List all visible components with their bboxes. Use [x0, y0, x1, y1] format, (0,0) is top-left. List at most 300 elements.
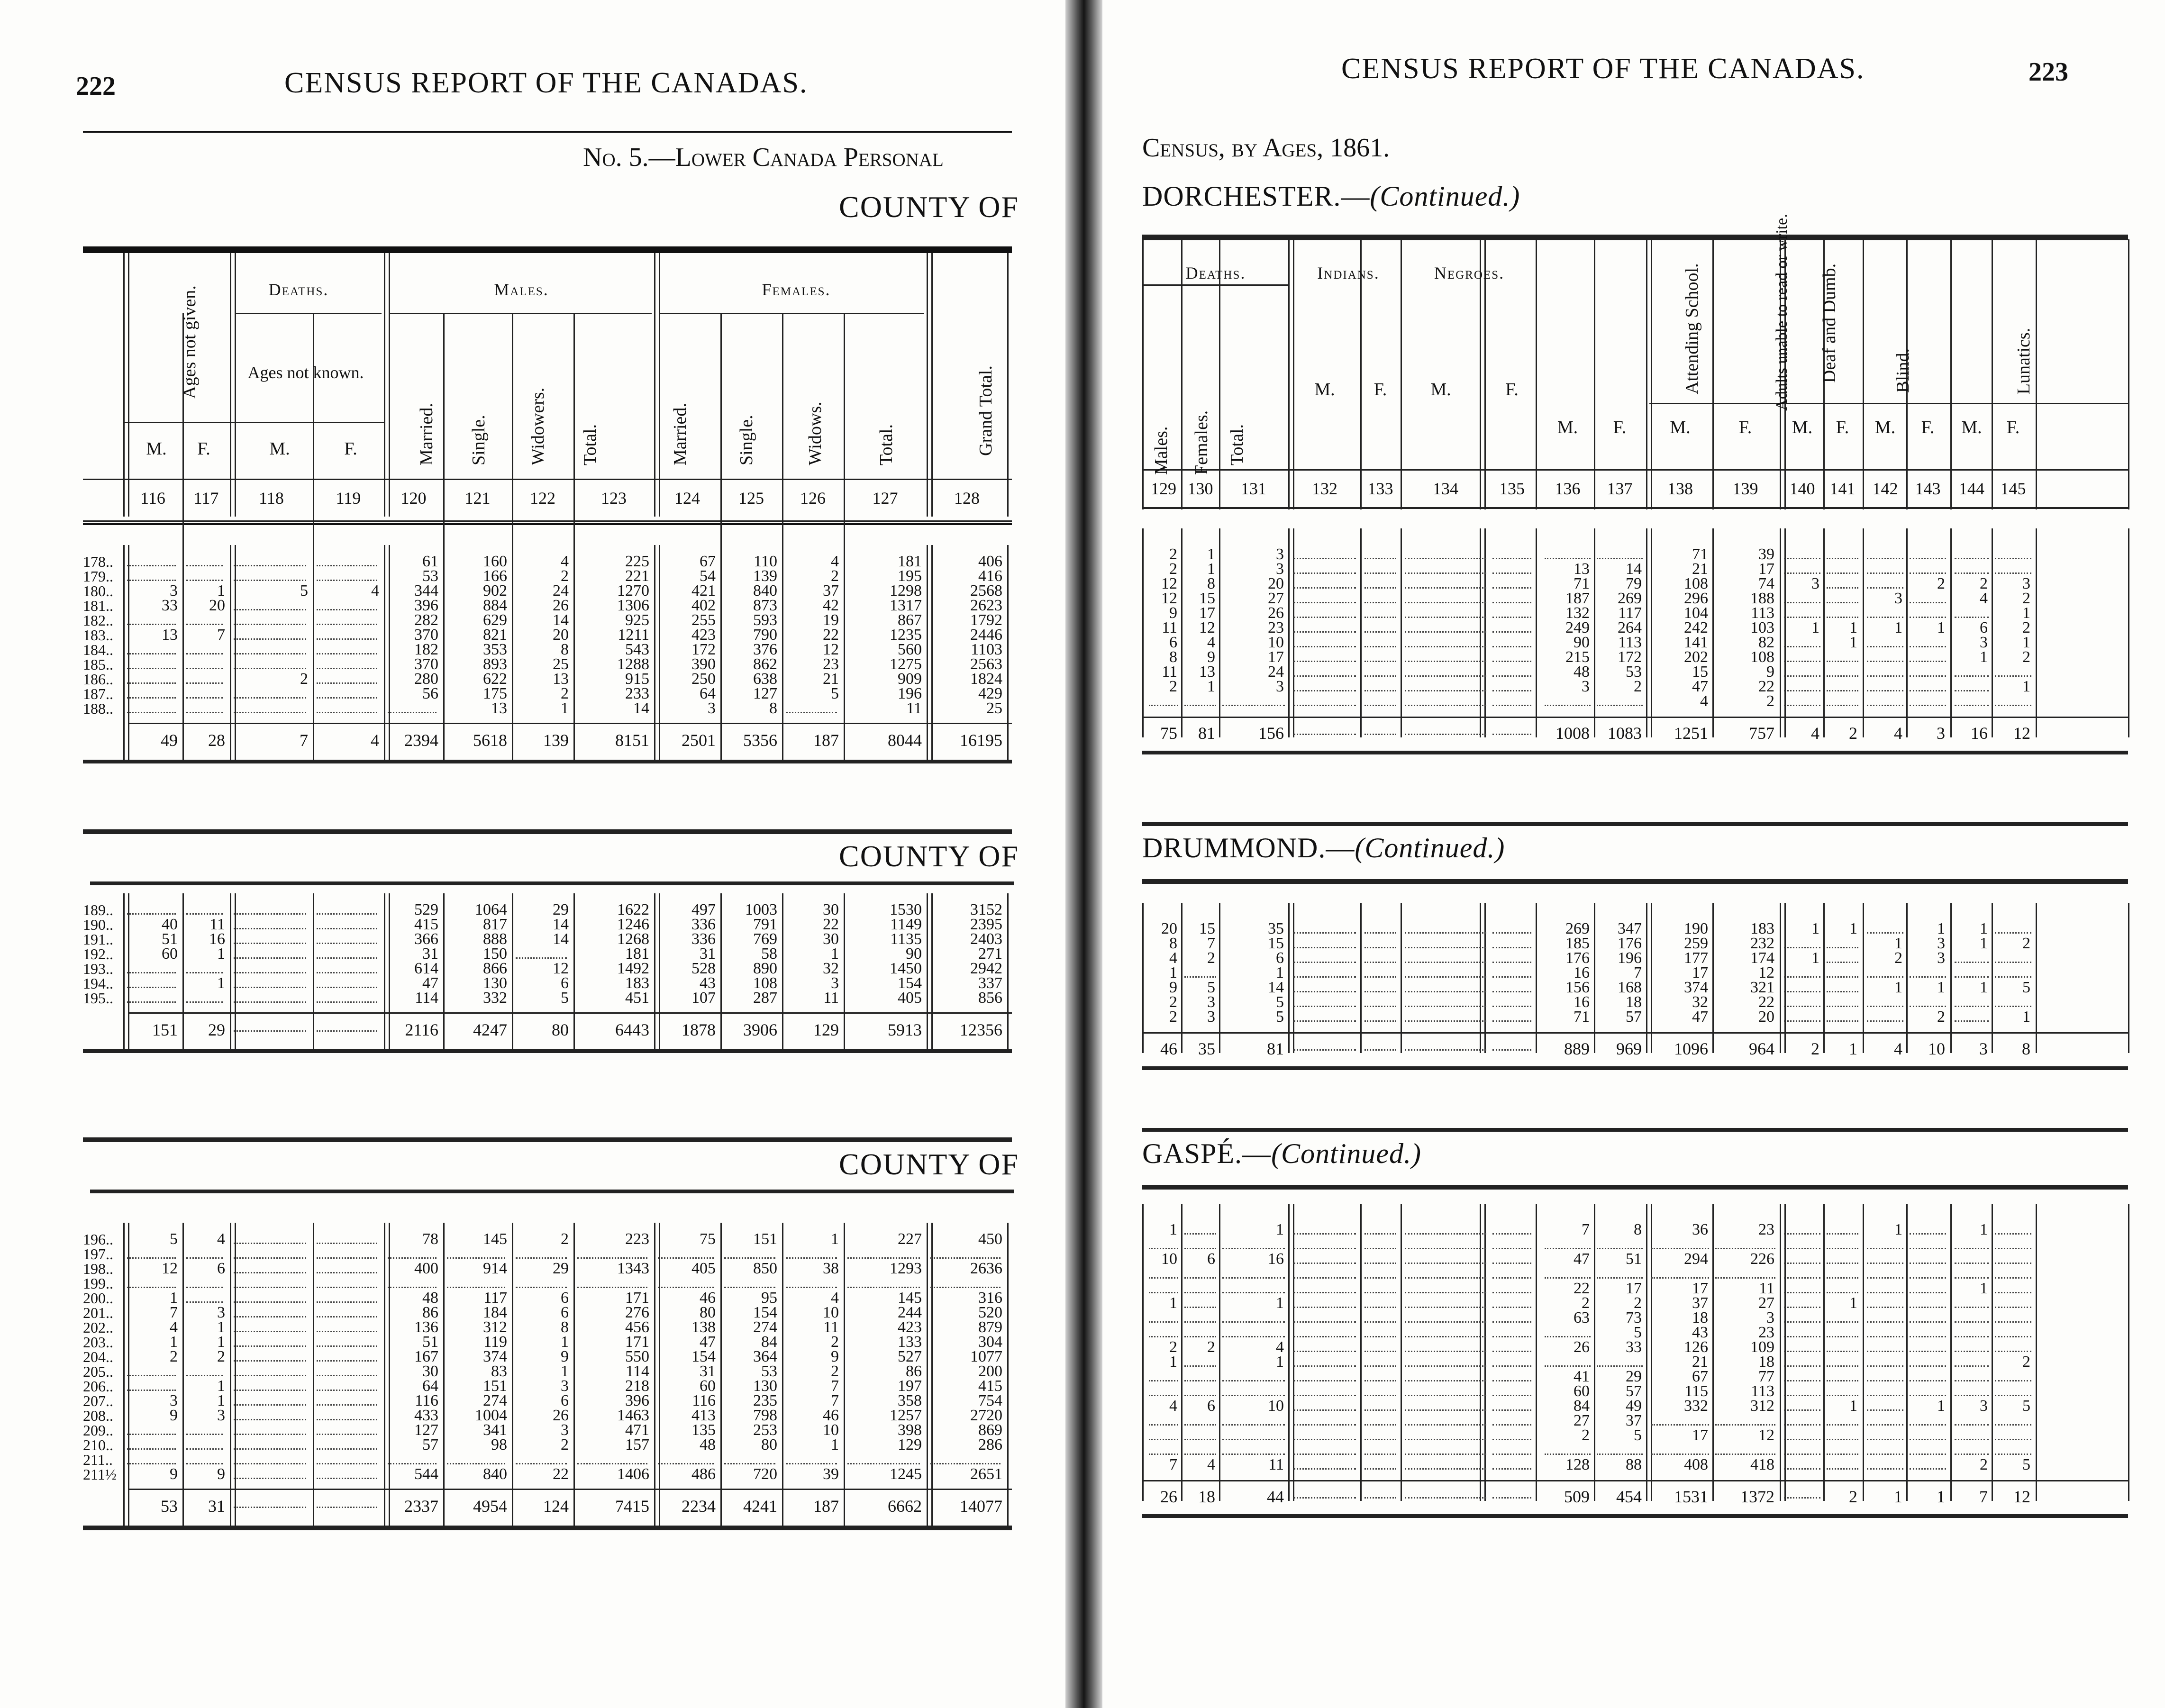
table-row: [83, 672, 1012, 687]
dot-leader: [447, 1287, 505, 1288]
total-cell: 16195: [960, 731, 1002, 750]
total-cell: 2116: [405, 1020, 438, 1039]
table-cell: 769: [753, 930, 777, 948]
table-cell: 151: [483, 1377, 507, 1395]
dot-leader: [1910, 602, 1946, 603]
table-cell: 233: [625, 685, 649, 702]
dot-leader: [1405, 947, 1486, 948]
table-cell: 9: [1169, 604, 1177, 622]
dot-leader: [317, 928, 377, 929]
dot-leader: [388, 1287, 437, 1288]
table-cell: 13: [162, 626, 178, 644]
deaths-f-label: F.: [344, 439, 357, 459]
dot-leader: [1293, 1424, 1356, 1426]
dot-leader: [1867, 675, 1903, 677]
table-cell: 127: [414, 1421, 438, 1439]
table-cell: 8: [1207, 575, 1215, 592]
dot-leader: [234, 565, 306, 566]
dot-leader: [1715, 1248, 1775, 1249]
table-cell: 1: [561, 700, 569, 717]
dot-leader: [127, 580, 176, 581]
table-cell: 14: [1268, 979, 1284, 996]
dot-leader: [1405, 932, 1486, 934]
dot-leader: [1867, 558, 1903, 559]
table-cell: 79: [1626, 575, 1642, 592]
total-cell: 2394: [404, 731, 438, 750]
table-cell: 21: [823, 670, 839, 688]
table-cell: 128: [1565, 1456, 1590, 1473]
table-cell: 304: [978, 1333, 1002, 1351]
column-number: 124: [674, 489, 700, 508]
deaths-males-label: Males.: [1151, 426, 1171, 475]
dot-leader: [186, 1257, 223, 1259]
table-cell: 14: [553, 930, 569, 948]
table-cell: 27: [1758, 1294, 1774, 1312]
dot-leader: [234, 1030, 306, 1032]
totals-rule: [1142, 1032, 2128, 1034]
table-cell: 6: [1207, 1397, 1215, 1415]
dot-leader: [1492, 1351, 1531, 1352]
table-cell: 332: [1684, 1397, 1708, 1415]
dot-leader: [1827, 1321, 1858, 1323]
total-cell: 2: [1849, 1487, 1857, 1506]
total-cell: 889: [1564, 1039, 1590, 1058]
table-cell: 421: [691, 582, 716, 600]
table-cell: 2: [1169, 545, 1177, 563]
table-cell: 6: [1207, 1250, 1215, 1268]
dot-leader: [1867, 1307, 1903, 1308]
table-cell: 902: [483, 582, 507, 600]
table-cell: 29: [1626, 1368, 1642, 1385]
table-cell: 114: [415, 989, 438, 1007]
table-cell: 20: [1268, 575, 1284, 592]
dot-leader: [1405, 991, 1486, 992]
dot-leader: [1364, 1395, 1396, 1396]
table-cell: 22: [1758, 993, 1774, 1011]
dot-leader: [317, 1448, 377, 1450]
table-cell: 9: [831, 1348, 839, 1365]
table-cell: 184: [483, 1304, 507, 1321]
dot-leader: [1405, 675, 1486, 677]
dot-leader: [317, 1257, 377, 1259]
table-cell: 817: [483, 916, 507, 933]
table-cell: 497: [691, 901, 716, 918]
dot-leader: [1405, 1292, 1486, 1293]
dot-leader: [1405, 1336, 1486, 1337]
row-label: 196..: [83, 1231, 113, 1248]
table-cell: 188: [1750, 590, 1774, 607]
dot-leader: [724, 1287, 775, 1288]
table-cell: 629: [483, 611, 507, 629]
table-cell: 413: [691, 1407, 716, 1424]
table-cell: 18: [1626, 993, 1642, 1011]
dot-leader: [1184, 1233, 1216, 1235]
table-cell: 11: [1759, 1280, 1774, 1297]
dot-leader: [1910, 1468, 1946, 1470]
table-cell: 11: [1162, 619, 1177, 636]
section-rows: [1104, 922, 2165, 1025]
dot-leader: [1827, 1468, 1858, 1470]
dot-leader: [1910, 1321, 1946, 1323]
table-cell: 47: [700, 1333, 716, 1351]
table-cell: 1343: [617, 1260, 649, 1277]
right-page-number: 223: [2029, 57, 2068, 87]
dot-leader: [1184, 1424, 1216, 1426]
dot-leader: [1955, 1336, 1989, 1337]
row-label: 207..: [83, 1392, 113, 1409]
dot-leader: [317, 1390, 377, 1391]
dot-leader: [1364, 1321, 1396, 1323]
dot-leader: [1827, 587, 1858, 589]
dot-leader: [1149, 1424, 1178, 1426]
table-cell: 90: [1574, 634, 1590, 651]
table-cell: 2623: [970, 597, 1002, 614]
dot-leader: [1405, 705, 1486, 706]
table-cell: 396: [625, 1392, 649, 1409]
section-top-rule: [1142, 879, 2128, 884]
table-cell: 274: [753, 1318, 777, 1336]
table-cell: 20: [1758, 1008, 1774, 1026]
table-cell: 406: [978, 553, 1002, 570]
dot-leader: [1827, 705, 1858, 706]
header-column-rule: [1863, 239, 1864, 509]
dot-leader: [127, 682, 176, 684]
dot-leader: [786, 1257, 837, 1259]
table-cell: 11: [906, 700, 922, 717]
table-cell: 8: [769, 700, 777, 717]
table-cell: 30: [422, 1363, 438, 1380]
table-cell: 5: [1634, 1324, 1642, 1341]
dot-leader: [1995, 1006, 2031, 1007]
section-top-rule: [90, 1190, 1014, 1193]
dot-leader: [1827, 1454, 1858, 1455]
dot-leader: [186, 913, 223, 915]
dot-leader: [1492, 1049, 1531, 1051]
dot-leader: [1955, 1380, 1989, 1381]
table-cell: 223: [625, 1230, 649, 1248]
table-cell: 4: [561, 553, 569, 570]
dot-leader: [1910, 675, 1946, 677]
dot-leader: [1492, 991, 1531, 992]
dot-leader: [1827, 1365, 1858, 1367]
dot-leader: [1784, 1497, 1820, 1499]
table-cell: 282: [414, 611, 438, 629]
column-number: 119: [336, 489, 361, 508]
table-cell: 9: [1207, 648, 1215, 666]
column-number: 122: [530, 489, 555, 508]
header-top-rule: [1142, 235, 2128, 240]
table-cell: 8: [1169, 648, 1177, 666]
total-cell: 7: [1979, 1487, 1988, 1506]
dot-leader: [127, 1001, 176, 1003]
dot-leader: [1364, 1468, 1396, 1470]
row-label: 197..: [83, 1245, 113, 1263]
dot-leader: [234, 1478, 306, 1479]
dot-leader: [1492, 1006, 1531, 1007]
table-cell: 370: [414, 626, 438, 644]
table-cell: 486: [691, 1465, 716, 1483]
table-cell: 4: [1169, 949, 1177, 967]
dot-leader: [1293, 947, 1356, 948]
dot-leader: [1995, 705, 2031, 706]
dot-leader: [127, 668, 176, 669]
table-cell: 316: [978, 1289, 1002, 1307]
dot-leader: [1184, 1321, 1216, 1323]
m-label: M.: [1430, 380, 1451, 400]
dot-leader: [1149, 1439, 1178, 1440]
dot-leader: [1184, 1307, 1216, 1308]
dot-leader: [317, 1316, 377, 1317]
table-cell: 358: [898, 1392, 922, 1409]
table-cell: 31: [422, 945, 438, 963]
dot-leader: [1867, 1292, 1903, 1293]
section-continued: (Continued.): [1370, 181, 1520, 212]
table-cell: 232: [1750, 935, 1774, 952]
header-bottom-rule: [83, 520, 1012, 522]
table-cell: 12: [553, 960, 569, 977]
table-cell: 26: [553, 1407, 569, 1424]
dot-leader: [1222, 1336, 1285, 1337]
table-cell: 6: [561, 1289, 569, 1307]
total-cell: 2: [1811, 1039, 1819, 1058]
table-cell: 1: [1276, 1221, 1284, 1238]
table-cell: 21: [1692, 560, 1708, 578]
row-label: 201..: [83, 1304, 113, 1321]
dot-leader: [1405, 1409, 1486, 1411]
total-cell: 1372: [1740, 1487, 1774, 1506]
table-row: [83, 1232, 1012, 1247]
table-cell: 3: [1276, 678, 1284, 695]
dot-leader: [234, 1243, 306, 1244]
dot-leader: [1597, 1454, 1643, 1455]
table-cell: 12: [1758, 964, 1774, 981]
table-row: [1104, 1340, 2165, 1355]
deaths-group-label: Deaths.: [1185, 263, 1246, 282]
mf-subrule: [123, 422, 384, 423]
table-cell: 3: [217, 1304, 225, 1321]
table-cell: 3: [561, 1421, 569, 1439]
table-cell: 13: [1574, 560, 1590, 578]
table-cell: 119: [483, 1333, 507, 1351]
left-running-head: CENSUS REPORT OF THE CANADAS.: [284, 67, 808, 99]
table-cell: 47: [1574, 1250, 1590, 1268]
dot-leader: [1405, 1395, 1486, 1396]
dot-leader: [1293, 646, 1356, 647]
table-cell: 915: [625, 670, 649, 688]
header-column-rule: [2128, 239, 2129, 509]
table-cell: 1004: [475, 1407, 507, 1424]
table-cell: 130: [753, 1377, 777, 1395]
header-column-rule: [1646, 239, 1647, 509]
table-cell: 11: [209, 916, 225, 933]
dot-leader: [1293, 1233, 1356, 1235]
dot-leader: [1784, 1307, 1820, 1308]
dot-leader: [1995, 675, 2031, 677]
dot-leader: [234, 668, 306, 669]
dot-leader: [1293, 631, 1356, 633]
table-cell: 39: [823, 1465, 839, 1483]
table-cell: 7: [217, 626, 225, 644]
dot-leader: [1492, 1233, 1531, 1235]
table-cell: 344: [414, 582, 438, 600]
dot-leader: [1867, 1424, 1903, 1426]
row-label: 182..: [83, 612, 113, 629]
dot-leader: [1293, 1006, 1356, 1007]
table-cell: 396: [414, 597, 438, 614]
dot-leader: [317, 1434, 377, 1435]
dot-leader: [127, 1390, 176, 1391]
dot-leader: [1149, 1454, 1178, 1455]
table-cell: 115: [1684, 1382, 1708, 1400]
dot-leader: [1784, 705, 1820, 706]
table-cell: 6: [1980, 619, 1988, 636]
dot-leader: [1784, 675, 1820, 677]
header-rule: [83, 131, 1012, 133]
table-cell: 5: [1207, 979, 1215, 996]
table-cell: 84: [761, 1333, 777, 1351]
header-column-rule: [443, 313, 445, 576]
table-cell: 71: [1692, 545, 1708, 563]
table-cell: 26: [553, 597, 569, 614]
table-cell: 41: [1574, 1368, 1590, 1385]
column-number: 125: [738, 489, 764, 508]
dot-leader: [1827, 1020, 1858, 1022]
dot-leader: [1184, 1395, 1216, 1396]
total-cell: 46: [1160, 1039, 1177, 1058]
table-cell: 884: [483, 597, 507, 614]
table-row: [83, 554, 1012, 569]
table-cell: 527: [898, 1348, 922, 1365]
dot-leader: [1364, 932, 1396, 934]
table-cell: 183: [625, 974, 649, 992]
dot-leader: [1784, 1336, 1820, 1337]
table-cell: 2: [2022, 590, 2030, 607]
table-cell: 29: [553, 1260, 569, 1277]
total-cell: 1083: [1608, 724, 1642, 743]
dot-leader: [1364, 1409, 1396, 1411]
table-cell: 13: [1199, 663, 1215, 681]
dot-leader: [1405, 661, 1486, 662]
dot-leader: [1364, 991, 1396, 992]
dot-leader: [1149, 1321, 1178, 1323]
table-cell: 366: [414, 930, 438, 948]
dot-leader: [1364, 1049, 1396, 1051]
f-label: F.: [1738, 418, 1752, 437]
dot-leader: [186, 580, 223, 581]
total-cell: 4954: [473, 1497, 507, 1516]
dot-leader: [1597, 1248, 1643, 1249]
dot-leader: [1867, 1380, 1903, 1381]
dot-leader: [1293, 1307, 1356, 1308]
table-cell: 3: [1582, 678, 1590, 695]
dot-leader: [1405, 572, 1486, 574]
table-cell: 374: [483, 1348, 507, 1365]
dot-leader: [1364, 1233, 1396, 1235]
table-cell: 423: [691, 626, 716, 644]
table-cell: 720: [753, 1465, 777, 1483]
dot-leader: [127, 1434, 176, 1435]
table-cell: 1270: [617, 582, 649, 600]
table-cell: 408: [1684, 1456, 1708, 1473]
table-row: [83, 1438, 1012, 1453]
table-cell: 1: [1207, 560, 1215, 578]
dot-leader: [1651, 1424, 1709, 1426]
table-cell: 4: [1980, 590, 1988, 607]
table-cell: 117: [483, 1289, 507, 1307]
total-cell: 8: [2022, 1039, 2030, 1058]
table-cell: 850: [753, 1260, 777, 1277]
table-cell: 276: [625, 1304, 649, 1321]
table-cell: 2563: [970, 655, 1002, 673]
dot-leader: [516, 1257, 567, 1259]
dot-leader: [1715, 1424, 1775, 1426]
table-cell: 51: [1626, 1250, 1642, 1268]
table-cell: 46: [823, 1407, 839, 1424]
table-cell: 1293: [890, 1260, 922, 1277]
dot-leader: [1293, 1351, 1356, 1352]
table-cell: 909: [898, 670, 922, 688]
table-cell: 879: [978, 1318, 1002, 1336]
dot-leader: [388, 712, 437, 713]
table-cell: 1: [1894, 1221, 1902, 1238]
dot-leader: [1955, 558, 1989, 559]
table-cell: 550: [625, 1348, 649, 1365]
females-married-label: Married.: [670, 403, 690, 465]
table-cell: 37: [823, 582, 839, 600]
column-number: 143: [1915, 479, 1941, 498]
table-cell: 269: [1565, 920, 1590, 937]
dot-leader: [1222, 1321, 1285, 1323]
table-cell: 296: [1684, 590, 1708, 607]
row-label: 210..: [83, 1436, 113, 1454]
row-label: 193..: [83, 960, 113, 977]
dot-leader: [1293, 932, 1356, 934]
dot-leader: [234, 1316, 306, 1317]
table-cell: 16: [1574, 993, 1590, 1011]
m-label: M.: [1670, 418, 1691, 437]
table-cell: 13: [553, 670, 569, 688]
table-cell: 893: [483, 655, 507, 673]
table-cell: 117: [1618, 604, 1642, 622]
table-cell: 29: [553, 901, 569, 918]
dot-leader: [847, 1463, 920, 1464]
dot-leader: [234, 580, 306, 581]
dot-leader: [317, 697, 377, 699]
table-cell: 2: [1634, 678, 1642, 695]
dot-leader: [317, 653, 377, 654]
table-cell: 400: [414, 1260, 438, 1277]
dot-leader: [1405, 734, 1486, 735]
dot-leader: [1867, 1439, 1903, 1440]
dot-leader: [1784, 1365, 1820, 1367]
dot-leader: [1867, 976, 1903, 978]
dot-leader: [1405, 962, 1486, 963]
table-cell: 9: [170, 1465, 178, 1483]
table-cell: 2: [831, 1333, 839, 1351]
total-cell: 156: [1258, 724, 1284, 743]
header-column-rule: [384, 253, 385, 517]
table-cell: 1298: [890, 582, 922, 600]
table-cell: 221: [625, 567, 649, 585]
table-cell: 2: [1980, 1456, 1988, 1473]
dot-leader: [1955, 1020, 1989, 1022]
dot-leader: [1492, 976, 1531, 978]
dot-leader: [1867, 690, 1903, 691]
dot-leader: [1405, 587, 1486, 589]
total-cell: 28: [208, 731, 225, 750]
total-cell: 10: [1928, 1039, 1945, 1058]
dot-leader: [1405, 1454, 1486, 1455]
